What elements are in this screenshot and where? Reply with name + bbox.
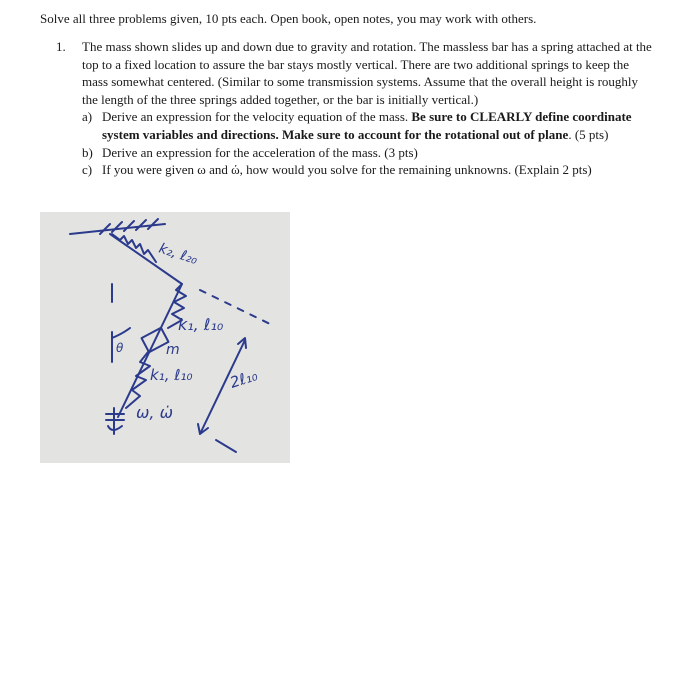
part-b-text: Derive an expression for the acceleration of the mass. (3 pts) <box>102 144 418 160</box>
hatch-top <box>100 219 158 234</box>
part-a-emphasis: Be sure to CLEARLY define coordinate system variables and directions. Make sure to account for the rotational out of plane <box>102 109 632 142</box>
part-c-label: c) <box>82 162 93 178</box>
sketch-tick <box>216 440 236 452</box>
part-c-text: If you were given ω and ώ, how would you solve for the remaining unknowns. (Explain 2 pts) <box>102 162 592 178</box>
instructions: Solve all three problems given, 10 pts each. Open book, open notes, you may work with others. <box>40 11 537 26</box>
hand-drawn-diagram <box>40 212 290 463</box>
label-angle: θ <box>116 341 124 355</box>
problem-number: 1. <box>56 39 66 54</box>
label-top-spring: k₂, ℓ₂₀ <box>156 240 200 269</box>
lower-spring <box>126 352 150 408</box>
label-rotation: ω, ω̇ <box>136 403 173 422</box>
label-height: 2ℓ₁₀ <box>227 366 260 392</box>
label-upper-spring: k₁, ℓ₁₀ <box>178 315 224 334</box>
top-spring <box>112 234 156 262</box>
part-a-points: . (5 pts) <box>568 126 609 142</box>
label-mass: m <box>166 342 180 358</box>
part-a <box>82 108 656 143</box>
part-b-label: b) <box>82 144 93 160</box>
part-c <box>82 161 656 179</box>
problem-sketch <box>40 212 290 463</box>
problem-1 <box>56 38 656 179</box>
part-a-text: Derive an expression for the velocity equation of the mass. <box>102 109 412 125</box>
label-lower-spring: k₁, ℓ₁₀ <box>150 366 193 384</box>
part-a-label: a) <box>82 109 93 125</box>
problem-statement: The mass shown slides up and down due to gravity and rotation. The massless bar has a spring attached at the top to a fixed location to assure the bar stays mostly vertical. There are two additional springs to keep the mass somewhat centered. (Similar to some transmission systems. Assume that the overall height is roughly the length of the three springs added together, or the bar is initially vertical.) <box>82 39 652 107</box>
part-b <box>82 144 656 162</box>
